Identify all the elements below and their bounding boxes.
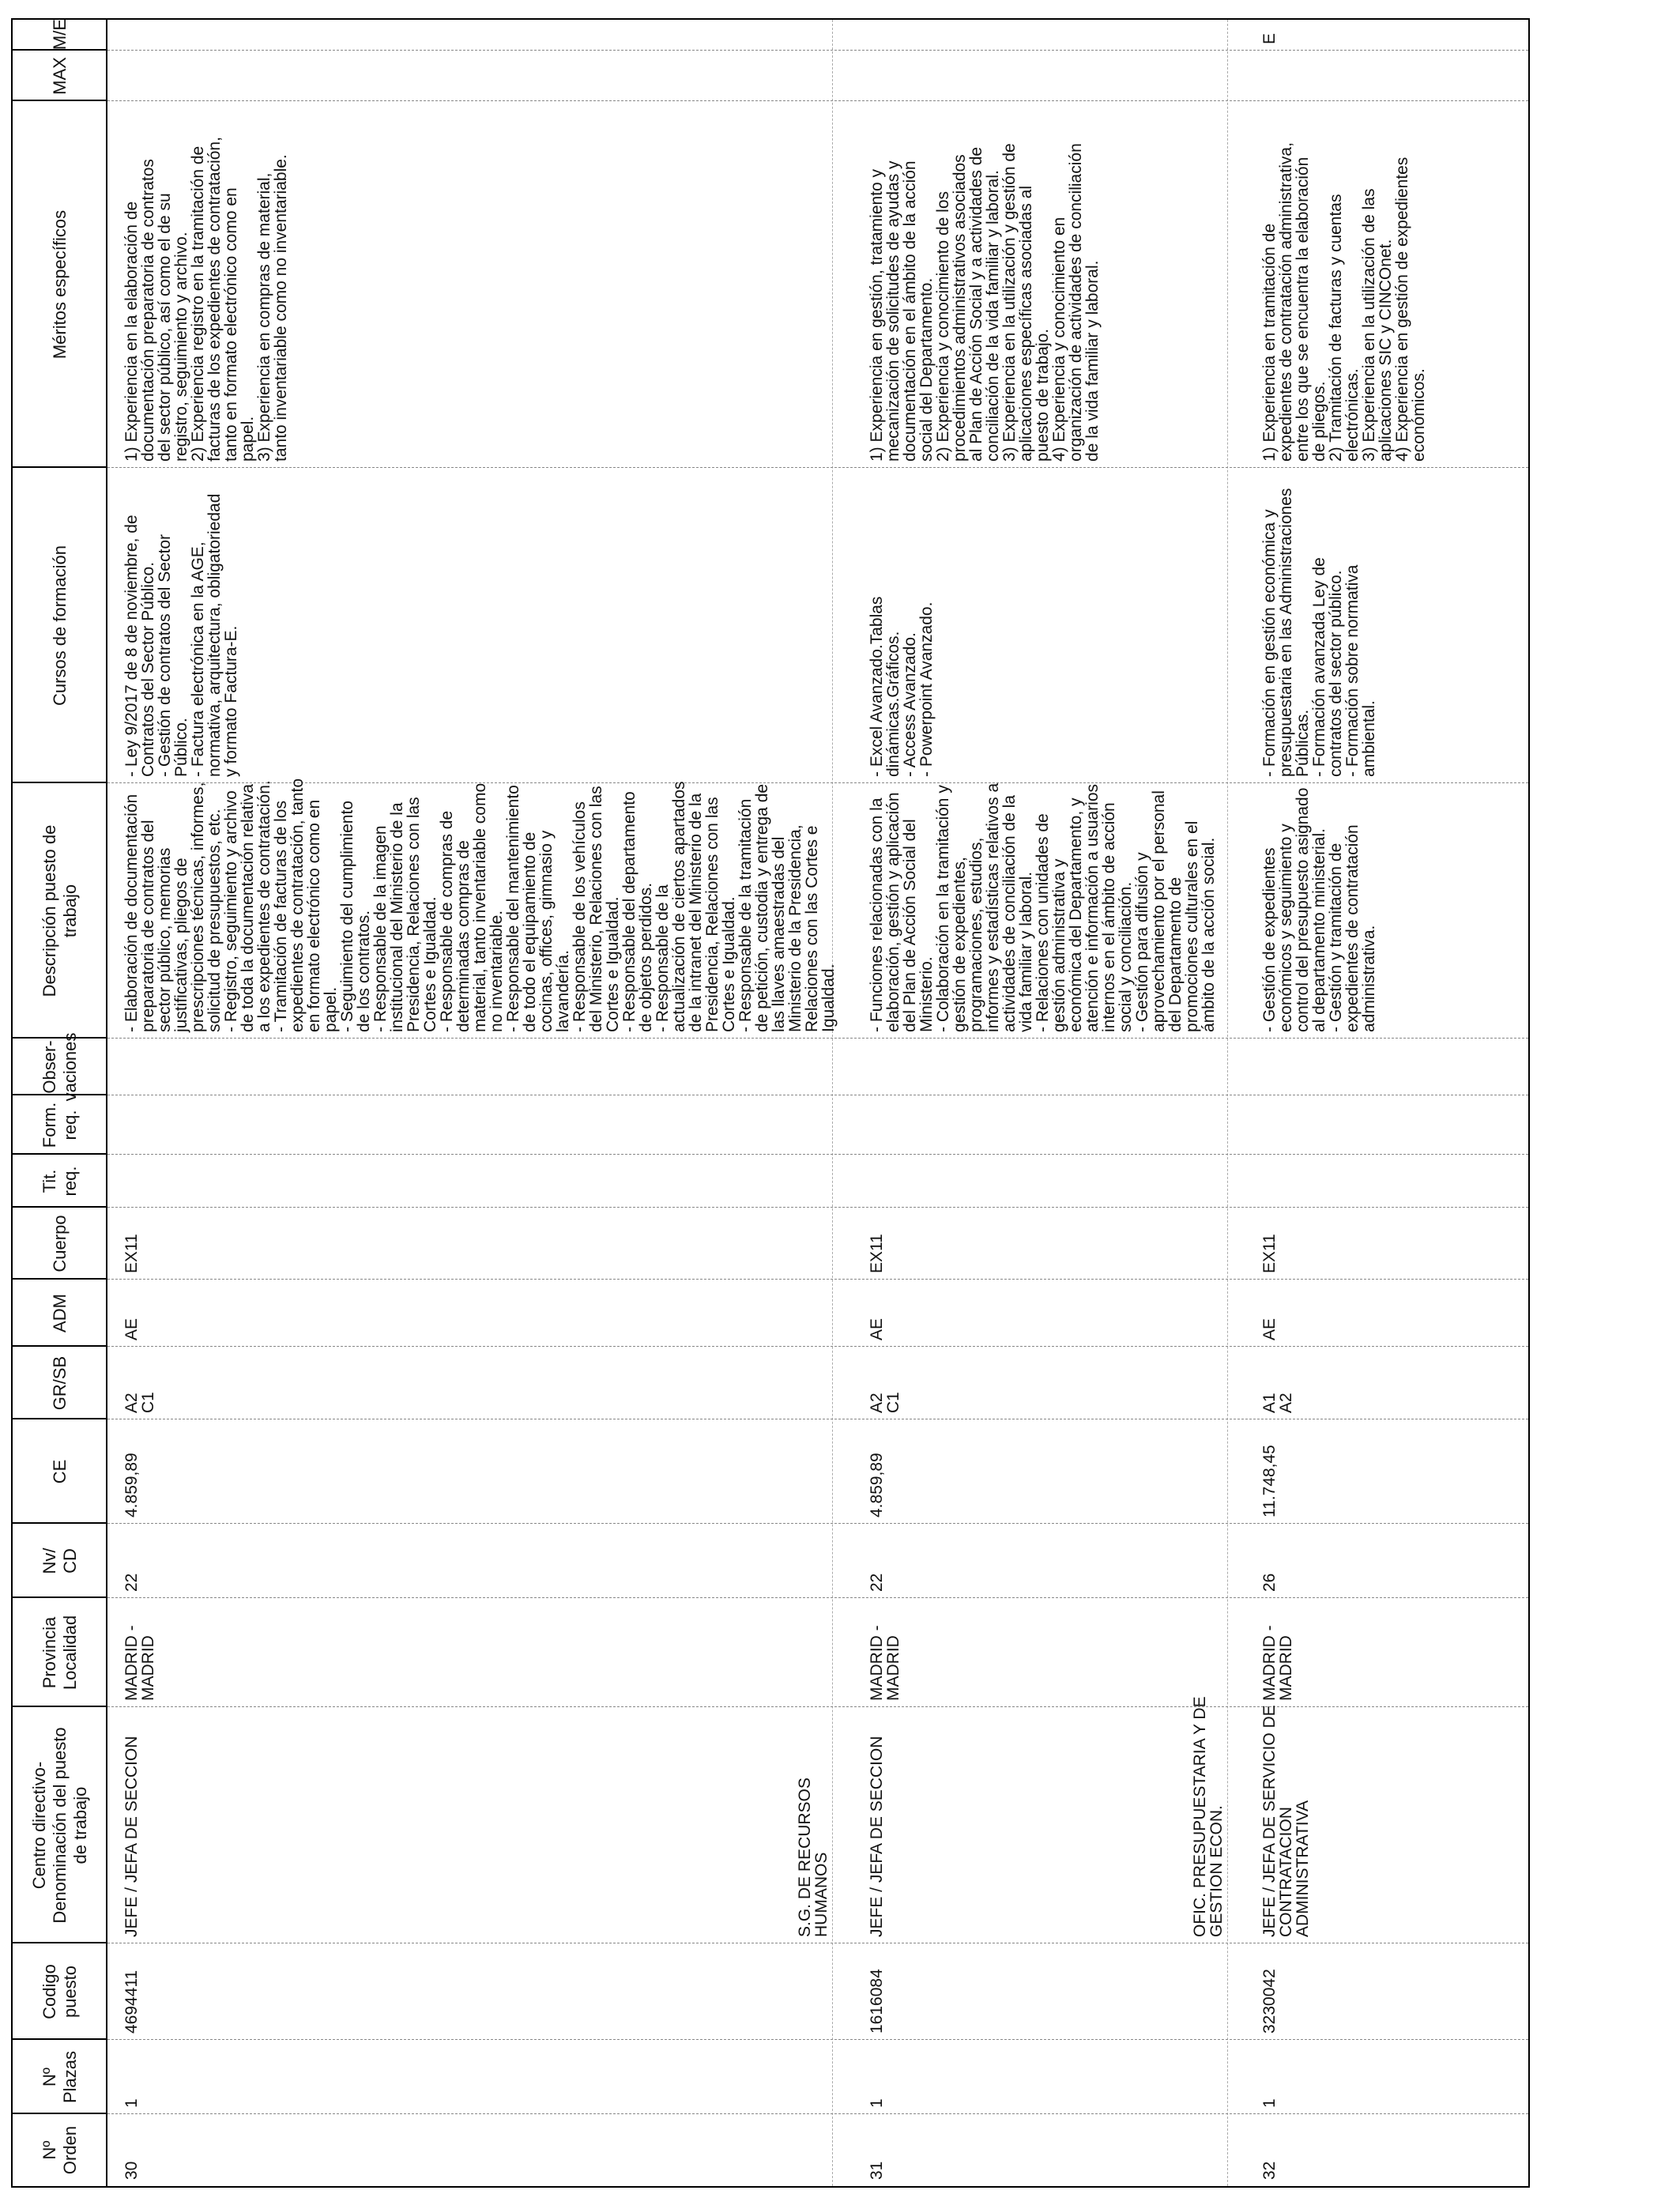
cell-cuerpo: EX11 <box>868 1234 886 1273</box>
cell-grsb: A1 A2 <box>1260 1393 1295 1413</box>
col-divider-dotted <box>107 1523 1528 1524</box>
cell-ce: 4.859,89 <box>122 1453 141 1517</box>
header-obs: Obser- vaciones <box>40 1032 80 1102</box>
col-divider-dotted <box>107 1154 1528 1155</box>
cell-nivel: 22 <box>122 1573 141 1592</box>
cell-nivel: 26 <box>1260 1573 1279 1592</box>
col-divider-dotted <box>107 1597 1528 1598</box>
cell-unit: OFIC. PRESUPUESTARIA Y DE GESTION ECON. <box>1191 1696 1226 1937</box>
cell-meritos: 1) Experiencia en tramitación de expedientes de contratación administrativa, entre los que se encuentra la elaboración de pliegos. 2) Tramitación de facturas y cuentas electrónicas. 3) Experiencia en la utilización de las aplicaciones SIC y CINCOnet. 4) Experiencia en gestión de expedientes económicos. <box>1260 142 1428 462</box>
header-provincia: Provincia Localidad <box>40 1615 80 1691</box>
cell-plazas: 1 <box>1260 2098 1279 2108</box>
cell-codigo: 1616084 <box>868 1969 886 2034</box>
cell-cursos: - Formación en gestión económica y presupuestaria en las Administraciones Públicas. - Formación avanzada Ley de contratos del sector público. - Formación sobre normativa ambiental. <box>1260 488 1378 777</box>
header-centro: Centro directivo- Denominación del puesto de trabajo <box>29 1727 90 1924</box>
cell-descripcion: - Gestión de expedientes económicos y seguimiento y control del presupuesto asignado al departamento ministerial. - Gestión y tramitación de expedientes de contratación administrativa. <box>1260 787 1378 1032</box>
cell-provincia: MADRID - MADRID <box>122 1625 157 1701</box>
col-divider-dotted <box>107 50 1528 51</box>
header-tit: Tit. req. <box>40 1166 80 1197</box>
cell-me: E <box>1260 32 1279 44</box>
header-nivel: Nv/ CD <box>40 1547 80 1574</box>
header-meritos: Méritos específicos <box>50 209 70 360</box>
col-divider-dotted <box>107 1207 1528 1208</box>
table-frame <box>11 18 1530 2188</box>
cell-plazas: 1 <box>122 2098 141 2108</box>
header-ce: CE <box>50 1459 70 1484</box>
cell-cuerpo: EX11 <box>1260 1234 1279 1273</box>
col-divider-dotted <box>107 1279 1528 1280</box>
cell-provincia: MADRID - MADRID <box>868 1625 902 1701</box>
cell-orden: 30 <box>122 2161 141 2180</box>
cell-descripcion: - Elaboración de documentación preparatoria de contratos del sector público, memorias justificativas, pliegos de prescripciones técnicas, informes, solicitud de presupuestos, etc. - Registro, seguimiento y archivo de toda la documentación relativa a los expedientes de contratación. - Tramitación de facturas de los expedientes de contratación, tanto en formato electrónico como en papel. - Seguimiento del cumplimiento de los contratos. - Responsable de la imagen institucional del Ministerio de la Presidencia, Relaciones con las Cortes e Igualdad. - Responsable de compras de determinadas compras de material, tanto inventariable como no inventariable. - Responsable del mantenimiento de todo el equipamiento de cocinas, offices, gimnasio y lavandería. - Responsable de los vehículos del Ministerio, Relaciones con las Cortes e Igualdad. - Responsable del departamento de objetos perdidos. - Responsable de la actualización de ciertos apartados de la intranet del Ministerio de la Presidencia, Relaciones con las Cortes e Igualdad. - Responsable de la tramitación de petición, custodia y entrega de las llaves amaestradas del Ministerio de la Presidencia, Relaciones con las Cortes e Igualdad. <box>122 778 838 1032</box>
col-divider-dotted <box>107 1346 1528 1347</box>
cell-orden: 31 <box>868 2161 886 2180</box>
header-me: M/E <box>50 18 70 51</box>
header-cursos: Cursos de formación <box>50 545 70 706</box>
header-cuerpo: Cuerpo <box>50 1215 70 1272</box>
cell-ce: 4.859,89 <box>868 1453 886 1517</box>
cell-codigo: 3230042 <box>1260 1969 1279 2034</box>
row-separator <box>832 20 833 2186</box>
header-plazas: Nº Plazas <box>40 2050 80 2104</box>
col-divider-dotted <box>107 2113 1528 2114</box>
cell-adm: AE <box>868 1318 886 1340</box>
header-orden: Nº Orden <box>40 2125 80 2175</box>
cell-nivel: 22 <box>868 1573 886 1592</box>
col-divider-dotted <box>107 2039 1528 2040</box>
header-codigo: Codigo puesto <box>40 1964 80 2019</box>
cell-puesto: JEFE / JEFA DE SECCION <box>868 1736 886 1937</box>
cell-provincia: MADRID - MADRID <box>1260 1625 1295 1701</box>
cell-adm: AE <box>122 1318 141 1340</box>
cell-orden: 32 <box>1260 2161 1279 2180</box>
cell-grsb: A2 C1 <box>122 1392 157 1413</box>
cell-unit: S.G. DE RECURSOS HUMANOS <box>796 1777 831 1937</box>
header-form: Form. req. <box>40 1102 80 1148</box>
cell-descripcion: - Funciones relacionadas con la elaboración, gestión y aplicación del Plan de Acción Social del Ministerio. - Colaboración en la tramitación y gestión de expedientes, programaciones, estudios, informes y estadísticas relativos a actividades de conciliación de la vida familiar y laboral. - Relaciones con unidades de gestión administrativa y económica del Departamento, y atención e información a usuarios internos en el ámbito de acción social y conciliación. - Gestión para difusión y aprovechamiento por el personal del Departamento de promociones culturales en el ámbito de la acción social. <box>868 782 1218 1032</box>
cell-meritos: 1) Experiencia en la elaboración de documentación preparatoria de contratos del sector público, así como el de su registro, seguimiento y archivo. 2) Experiencia registro en la tramitación de facturas de los expedientes de contratación, tanto en formato electrónico como en papel. 3) Experiencia en compras de material, tanto inventariable como no inventariable. <box>122 137 290 462</box>
cell-puesto: JEFE / JEFA DE SECCION <box>122 1736 141 1937</box>
cell-puesto: JEFE / JEFA DE SERVICIO DE CONTRATACION ADMINISTRATIVA <box>1260 1705 1312 1937</box>
cell-adm: AE <box>1260 1318 1279 1340</box>
cell-codigo: 4694411 <box>122 1970 141 2034</box>
header-grsb: GR/SB <box>50 1355 70 1411</box>
cell-grsb: A2 C1 <box>868 1392 902 1413</box>
header-max: MAX <box>50 57 70 95</box>
cell-plazas: 1 <box>868 2098 886 2108</box>
cell-cuerpo: EX11 <box>122 1234 141 1273</box>
cell-cursos: - Excel Avanzado.Tablas dinámicas.Gráficos. - Access Avanzado. - Powerpoint Avanzado. <box>868 596 936 777</box>
row-separator <box>1227 20 1228 2186</box>
cell-meritos: 1) Experiencia en gestión, tratamiento y mecanización de solicitudes de ayudas y documentación en el ámbito de la acción social del Departamento. 2) Experiencia y conocimiento de los procedimientos administrativos asociados al Plan de Acción Social y a actividades de conciliación de la vida familiar y laboral. 3) Experiencia en la utilización y gestión de aplicaciones específicas asociadas al puesto de trabajo. 4) Experiencia y conocimiento en organización de actividades de conciliación de la vida familiar y laboral. <box>868 143 1102 462</box>
header-adm: ADM <box>50 1294 70 1333</box>
header-descripcion: Descripción puesto de trabajo <box>40 824 80 997</box>
cell-cursos: - Ley 9/2017 de 8 de noviembre, de Contratos del Sector Público. - Gestión de contratos del Sector Público. - Factura electrónica en la AGE, normativa, arquitectura, obligatoriedad y formato Factura-E. <box>122 493 240 777</box>
cell-ce: 11.748,45 <box>1260 1445 1279 1517</box>
